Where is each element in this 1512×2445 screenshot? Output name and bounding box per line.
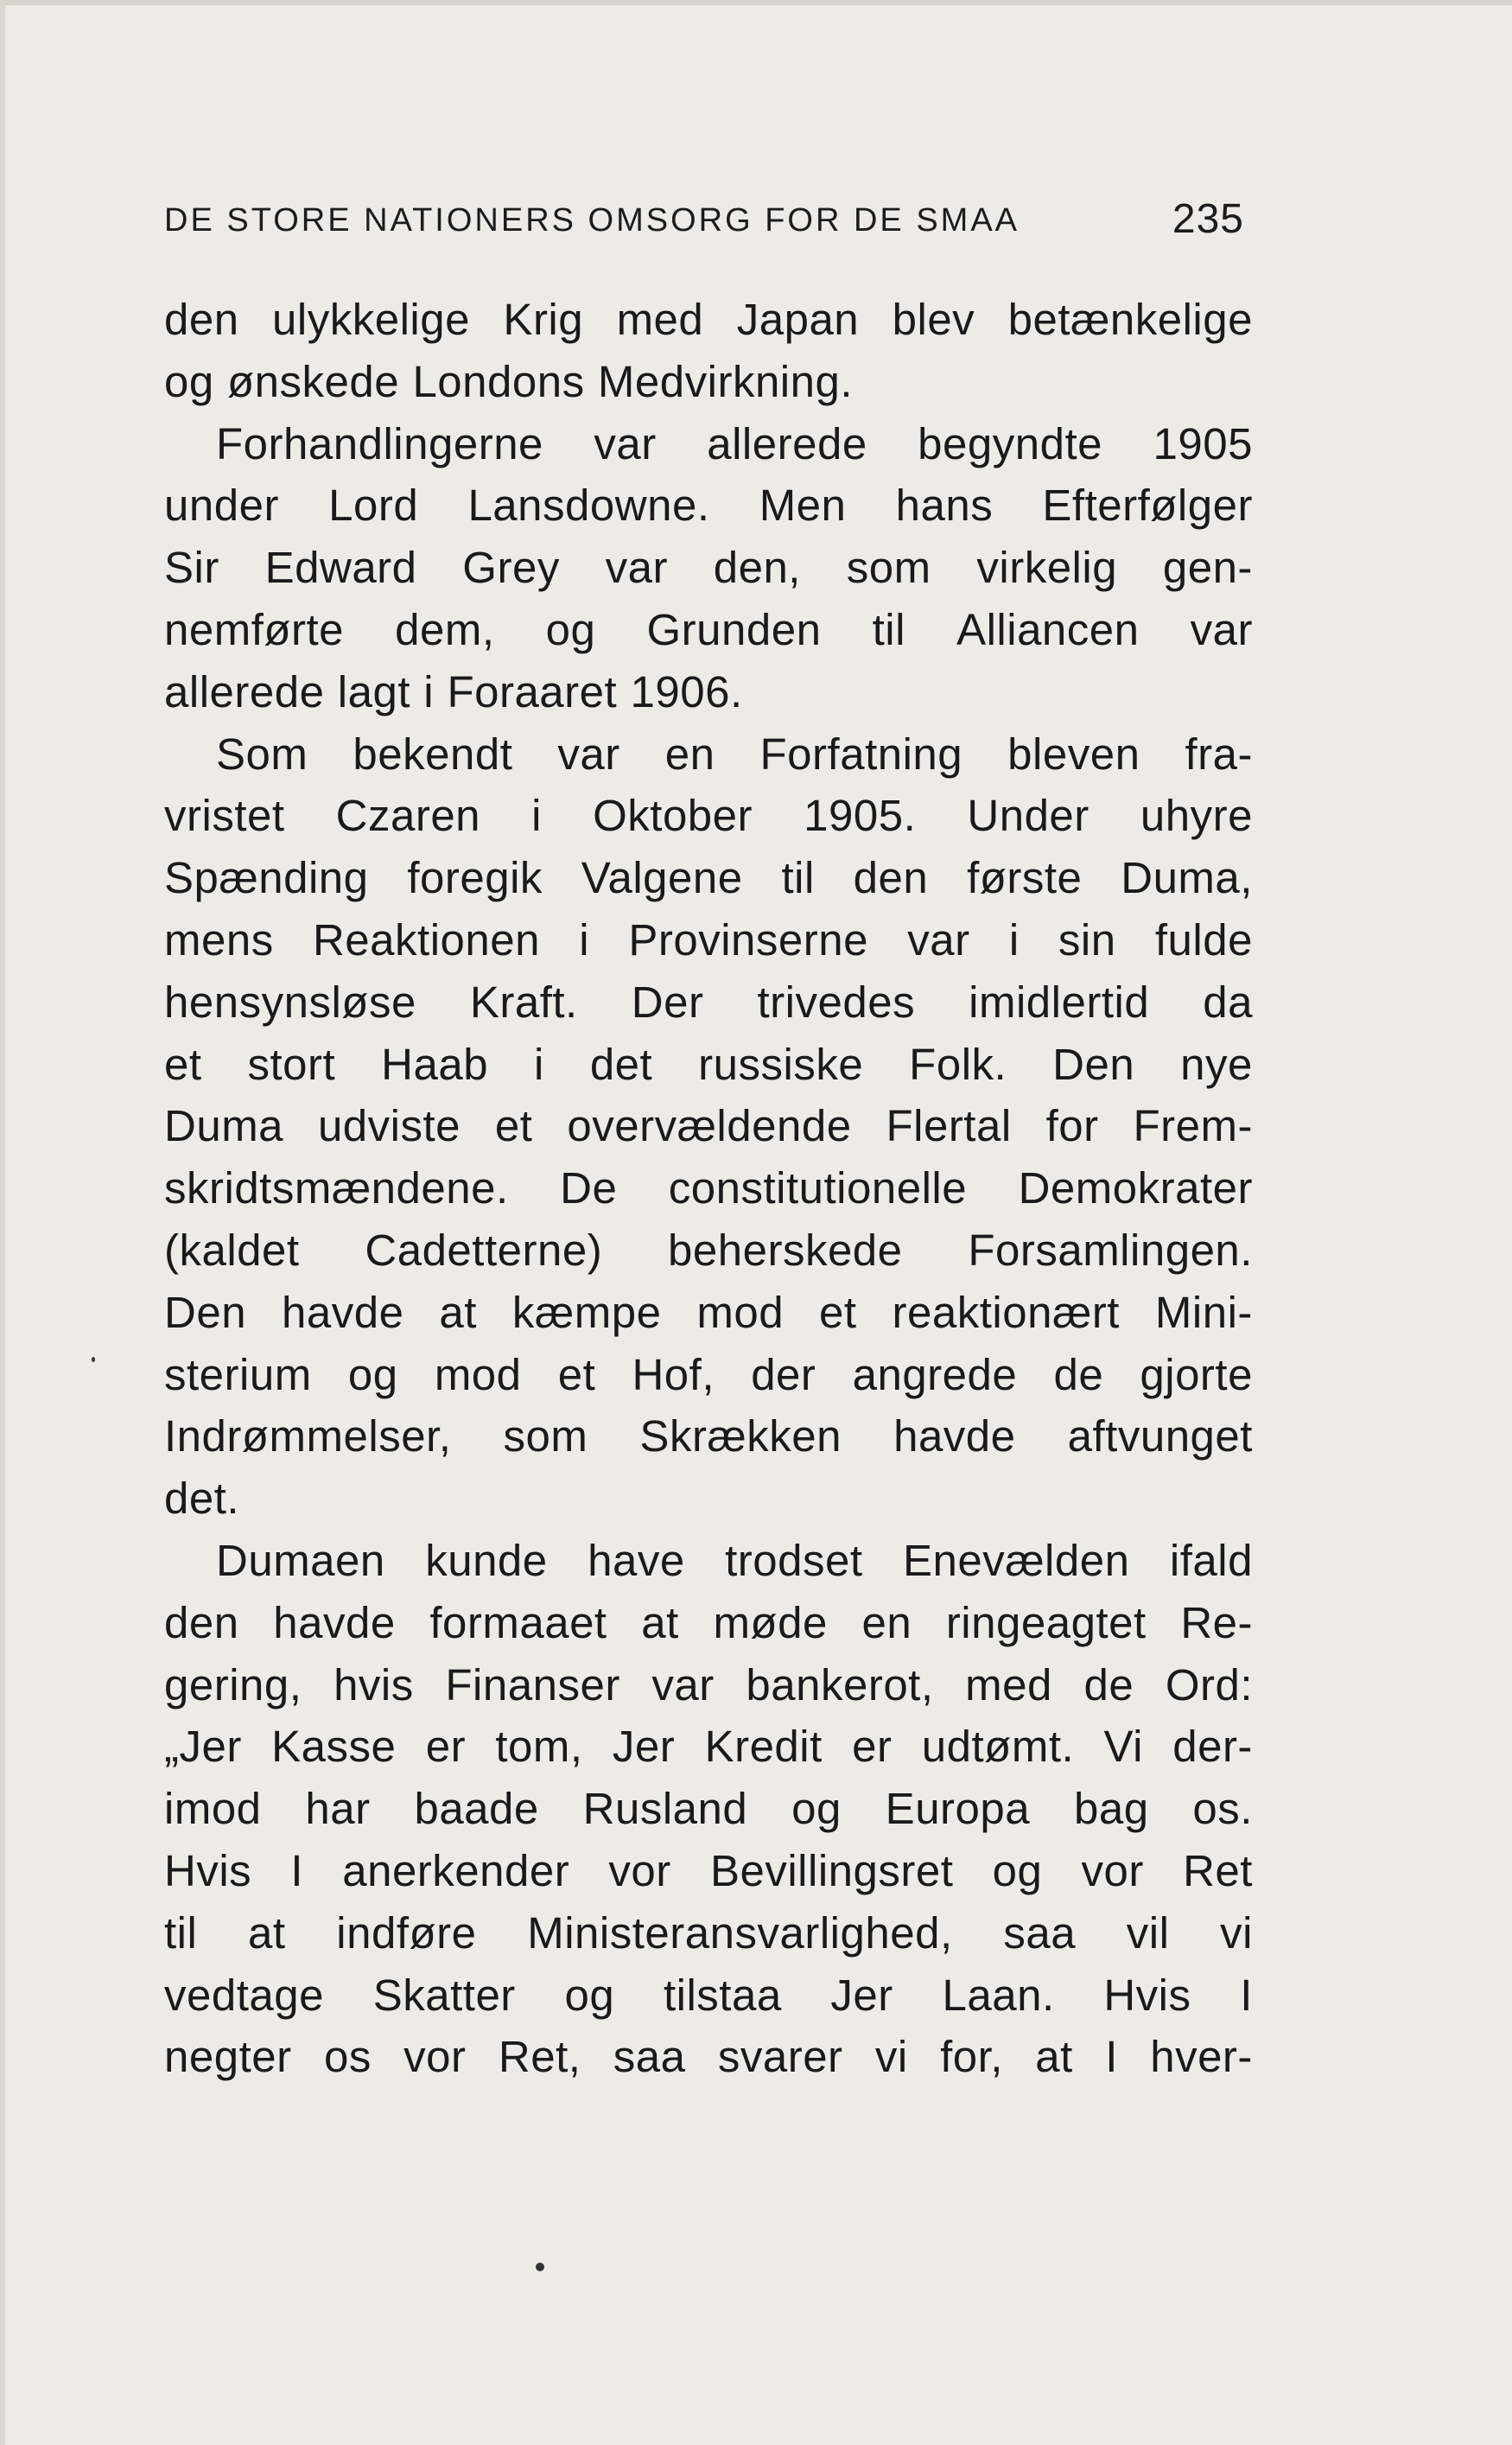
word: den (853, 853, 929, 903)
page-edge-left (0, 0, 5, 2445)
word: at (248, 1907, 286, 1958)
word: der (751, 1349, 816, 1399)
text-line (164, 847, 1253, 909)
word: Demokrater (1018, 1163, 1253, 1213)
word: gering, (164, 1659, 302, 1710)
word: svarer (717, 2032, 843, 2082)
word: ifald (1169, 1535, 1253, 1585)
word: 1906. (630, 666, 743, 716)
word: Jer (830, 1970, 893, 2020)
word: tom, (495, 1722, 583, 1772)
word: anerkender (342, 1845, 570, 1895)
running-header (164, 195, 1244, 256)
word: formaaet (429, 1597, 607, 1647)
word: overvældende (567, 1101, 852, 1151)
word: Medvirkning. (597, 356, 854, 406)
word: Edward (264, 543, 417, 593)
text-line (164, 351, 1253, 413)
word: Forhandlingerne (216, 418, 543, 468)
word: Oktober (593, 791, 753, 841)
word: 1905 (1153, 418, 1253, 468)
word: dem, (395, 604, 495, 654)
word: Skatter (372, 1970, 516, 2020)
word: med (965, 1659, 1052, 1710)
word: russiske (698, 1039, 864, 1089)
word: der- (1172, 1722, 1253, 1772)
word: Men (759, 481, 847, 531)
word: Alliancen (956, 604, 1140, 654)
word: og (347, 1349, 398, 1399)
word: vedtage (164, 1970, 324, 2020)
word: Ord: (1165, 1659, 1253, 1710)
text-line (164, 1405, 1253, 1468)
word: nemførte (164, 604, 345, 654)
word: at (1035, 2032, 1073, 2082)
word: uhyre (1140, 791, 1253, 841)
text-line (164, 785, 1253, 847)
word: den (164, 295, 239, 344)
word: Hvis (1103, 1970, 1191, 2020)
word: vor (1081, 1845, 1144, 1895)
word: vor (403, 2032, 467, 2082)
word: begyndte (918, 418, 1103, 468)
text-line (164, 1157, 1253, 1219)
word: og (791, 1784, 842, 1834)
word: angrede (852, 1349, 1018, 1399)
word: Folk. (909, 1039, 1007, 1089)
word: Ret, (498, 2032, 581, 2082)
word: „Jer (164, 1722, 242, 1772)
word: sterium (164, 1349, 312, 1399)
word: 1905. (804, 791, 917, 841)
word: Czaren (335, 791, 481, 841)
word: til (781, 853, 815, 903)
word: Sir (164, 543, 219, 593)
word: under (164, 481, 279, 531)
word: var (907, 914, 970, 965)
word: Cadetterne) (365, 1225, 603, 1275)
word: Spænding (164, 853, 369, 903)
page-edge-top (0, 0, 1512, 5)
word: Grey (462, 543, 560, 593)
word: Bevillingsret (709, 1845, 954, 1895)
word: at (641, 1597, 679, 1647)
word: har (305, 1784, 371, 1834)
word: Flertal (886, 1101, 1012, 1151)
word: bankerot, (746, 1659, 934, 1710)
word: til (872, 604, 905, 654)
text-line (164, 971, 1253, 1034)
word: bag (1073, 1784, 1149, 1834)
word: Lansdowne. (467, 481, 710, 531)
word: Kredit (704, 1722, 823, 1772)
word: Enevælden (902, 1535, 1130, 1585)
word: var (594, 418, 657, 468)
word: og (164, 356, 214, 406)
word: sin (1058, 914, 1116, 965)
word: en (664, 729, 715, 779)
word: var (1190, 604, 1253, 654)
text-line (164, 1344, 1253, 1406)
word: de (1083, 1659, 1134, 1710)
word: betænkelige (1007, 295, 1253, 344)
word: trodset (725, 1535, 863, 1585)
text-line (164, 1592, 1253, 1654)
word: i (534, 1039, 544, 1089)
word: bekendt (353, 729, 513, 779)
text-line (164, 2026, 1253, 2088)
word: Rusland (582, 1784, 748, 1834)
word: gjorte (1140, 1349, 1253, 1399)
word: indføre (336, 1907, 477, 1958)
text-line (164, 537, 1253, 599)
word: imod (164, 1784, 262, 1834)
text-line (164, 1654, 1253, 1716)
word: blev (892, 295, 975, 344)
word: første (967, 853, 1083, 903)
text-line (164, 1034, 1253, 1096)
word: foregik (407, 853, 543, 903)
word: os (323, 2032, 372, 2082)
word: ringeagtet (945, 1597, 1147, 1647)
word: beherskede (668, 1225, 903, 1275)
word: lagt (337, 666, 410, 716)
word: fulde (1154, 914, 1253, 965)
word: mens (164, 914, 274, 965)
word: er (425, 1722, 467, 1772)
word: hans (895, 481, 994, 531)
word: udviste (317, 1101, 461, 1151)
word: Europa (885, 1784, 1031, 1834)
word: at (439, 1287, 477, 1337)
word: til (164, 1907, 198, 1958)
word: Der (631, 977, 704, 1027)
word: fra- (1185, 729, 1253, 779)
text-line (164, 413, 1253, 475)
word: Ret (1183, 1845, 1253, 1895)
word: vristet (164, 791, 285, 841)
word: baade (414, 1784, 539, 1834)
word: Forfatning (759, 729, 963, 779)
word: hver- (1150, 2032, 1253, 2082)
word: Lord (328, 481, 419, 531)
word: Grunden (646, 604, 822, 654)
word: Hvis (164, 1845, 252, 1895)
word: var (557, 729, 620, 779)
word: allerede (164, 666, 325, 716)
word: kæmpe (511, 1287, 662, 1337)
word: og (564, 1970, 615, 2020)
word: saa (613, 2032, 686, 2082)
word: Vi (1103, 1722, 1143, 1772)
word: i (579, 914, 590, 965)
text-line (164, 1219, 1253, 1282)
word: og (545, 604, 596, 654)
word: da (1203, 977, 1253, 1027)
word: De (560, 1163, 618, 1213)
word: Valgene (581, 853, 743, 903)
word: et (494, 1101, 533, 1151)
word: Den (164, 1287, 247, 1337)
text-line (164, 1778, 1253, 1840)
word: Foraaret (447, 666, 618, 716)
running-title: DE STORE NATIONERS OMSORG FOR DE SMAA (164, 202, 1020, 239)
word: vi (874, 2032, 908, 2082)
body-text (164, 289, 1253, 2088)
word: Den (1052, 1039, 1135, 1089)
word: imidlertid (969, 977, 1150, 1027)
text-line (164, 1840, 1253, 1902)
word: havde (273, 1597, 396, 1647)
page-number: 235 (1172, 196, 1244, 242)
word: Reaktionen (312, 914, 540, 965)
word: vor (608, 1845, 671, 1895)
word: Dumaen (216, 1535, 385, 1585)
word: negter (164, 2032, 292, 2082)
word: reaktionært (892, 1287, 1120, 1337)
word: for, (940, 2032, 1003, 2082)
word: som (846, 543, 931, 593)
text-line (164, 723, 1253, 786)
word: ulykkelige (272, 295, 470, 344)
word: mod (696, 1287, 785, 1337)
word: (kaldet (164, 1225, 300, 1275)
word: I (1240, 1970, 1253, 2020)
word: allerede (707, 418, 867, 468)
word: constitutionelle (668, 1163, 968, 1213)
word: Indrømmelser, (164, 1411, 452, 1461)
text-line (164, 661, 1253, 723)
word: Duma (164, 1101, 284, 1151)
text-line (164, 474, 1253, 537)
word: en (861, 1597, 912, 1647)
word: Under (967, 791, 1090, 841)
text-line (164, 1282, 1253, 1344)
word: Mini- (1154, 1287, 1253, 1337)
word: have (588, 1535, 685, 1585)
text-line (164, 909, 1253, 971)
word: den (164, 1597, 239, 1647)
word: hvis (334, 1659, 414, 1710)
word: Frem- (1133, 1101, 1253, 1151)
word: Laan. (942, 1970, 1055, 2020)
word: Krig (503, 295, 584, 344)
text-line (164, 1468, 1253, 1530)
word: Jer (612, 1722, 676, 1772)
word: Kraft. (469, 977, 578, 1027)
word: udtømt. (921, 1722, 1075, 1772)
word: hensynsløse (164, 977, 416, 1027)
word: Finanser (445, 1659, 620, 1710)
word: os. (1192, 1784, 1253, 1834)
word: skridtsmændene. (164, 1163, 509, 1213)
word: mod (434, 1349, 522, 1399)
word: Haab (381, 1039, 489, 1089)
text-line (164, 289, 1253, 351)
word: I (290, 1845, 304, 1895)
word: vil (1126, 1907, 1170, 1958)
word: I (1105, 2032, 1118, 2082)
text-line (164, 1964, 1253, 2027)
word: i (531, 791, 542, 841)
text-line (164, 1095, 1253, 1157)
text-line (164, 599, 1253, 661)
word: havde (893, 1411, 1016, 1461)
word: i (423, 666, 435, 716)
word: den, (713, 543, 801, 593)
word: vi (1220, 1907, 1253, 1958)
text-line (164, 1902, 1253, 1964)
word: som (503, 1411, 588, 1461)
word: trivedes (757, 977, 916, 1027)
ink-speck (536, 2263, 544, 2271)
text-line (164, 1530, 1253, 1592)
ink-speck (92, 1357, 95, 1362)
word: med (616, 295, 704, 344)
word: virkelig (976, 543, 1118, 593)
word: det. (164, 1474, 240, 1524)
word: Duma, (1121, 853, 1253, 903)
word: Kasse (271, 1722, 397, 1772)
word: et (164, 1039, 202, 1089)
word: et (557, 1349, 596, 1399)
word: gen- (1162, 543, 1253, 593)
word: Som (216, 729, 308, 779)
word: stort (247, 1039, 336, 1089)
word: de (1053, 1349, 1104, 1399)
word: saa (1003, 1907, 1077, 1958)
word: havde (282, 1287, 404, 1337)
word: ønskede (227, 356, 400, 406)
word: tilstaa (663, 1970, 782, 2020)
word: aftvunget (1067, 1411, 1253, 1461)
word: nye (1180, 1039, 1253, 1089)
word: Hof, (632, 1349, 715, 1399)
word: Forsamlingen. (968, 1225, 1253, 1275)
word: det (589, 1039, 653, 1089)
word: Re- (1180, 1597, 1253, 1647)
text-line (164, 1716, 1253, 1778)
word: møde (713, 1597, 828, 1647)
word: i (1008, 914, 1020, 965)
word: var (651, 1659, 715, 1710)
word: bleven (1007, 729, 1140, 779)
word: for (1045, 1101, 1099, 1151)
word: Ministeransvarlighed, (527, 1907, 953, 1958)
word: og (992, 1845, 1043, 1895)
word: er (852, 1722, 893, 1772)
word: Efterfølger (1042, 481, 1253, 531)
word: Skrækken (639, 1411, 842, 1461)
word: Londons (412, 356, 585, 406)
word: Japan (736, 295, 860, 344)
word: kunde (425, 1535, 548, 1585)
word: et (819, 1287, 857, 1337)
word: Provinserne (628, 914, 868, 965)
word: var (605, 543, 668, 593)
